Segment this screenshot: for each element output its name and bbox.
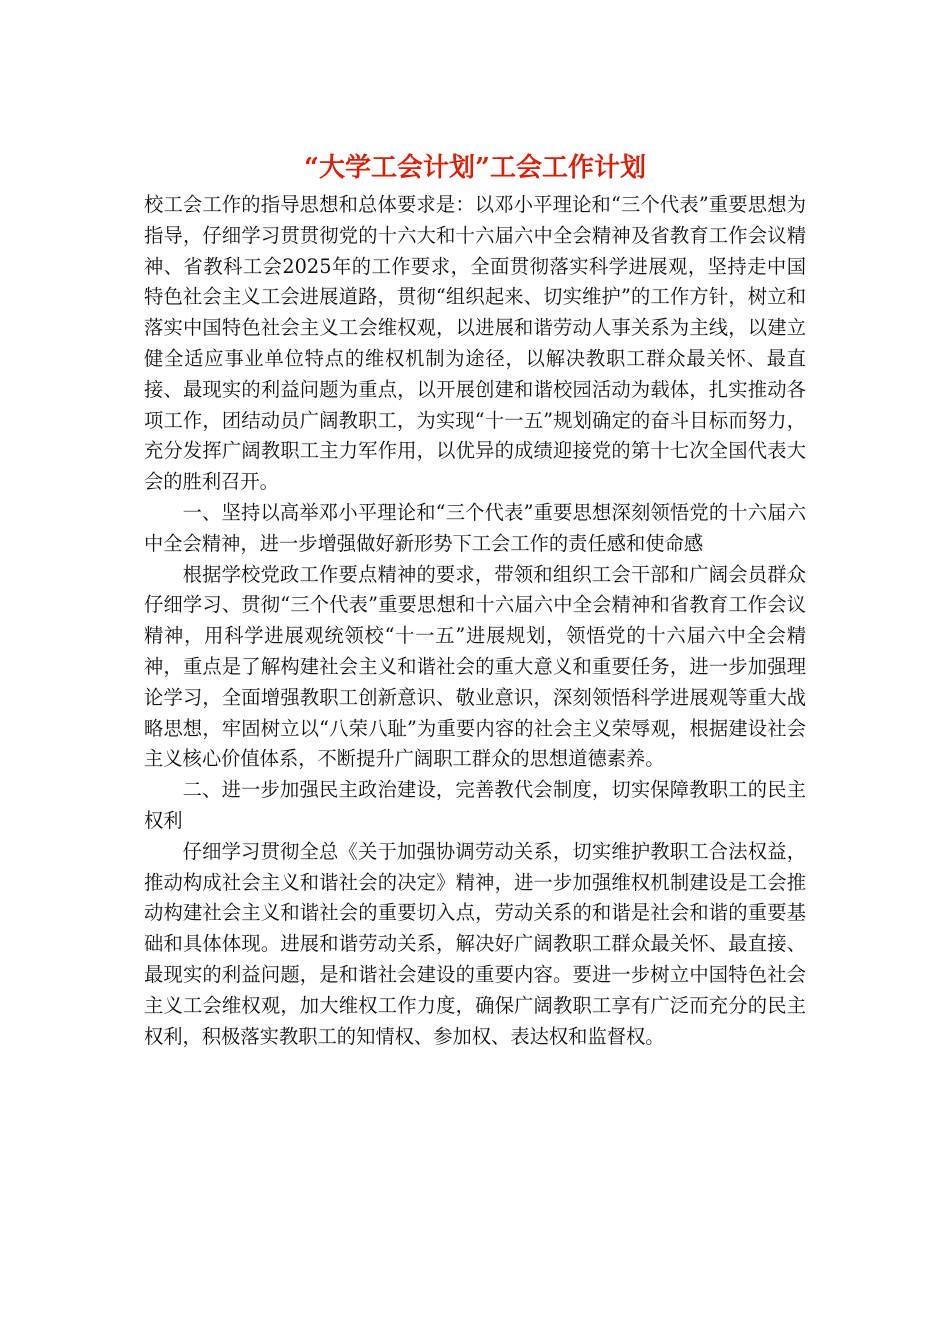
paragraph-section-2-body: 仔细学习贯彻全总《关于加强协调劳动关系，切实维护教职工合法权益，推动构成社会主义和谐社会的决定》精神，进一步加强维权机制建设是工会推动构建社会主义和谐社会的重要切入点，劳动关系的和谐是社会和谐的重要基础和具体体现。进展和谐劳动关系，解决好广阔教职工群众最关怀、最直接、最现实的利益问题，是和谐社会建设的重要内容。要进一步树立中国特色社会主义工会维权观，加大维权工作力度，确保广阔教职工享有广泛而充分的民主权利，积极落实教职工的知情权、参加权、表达权和监督权。 xyxy=(144,839,806,1048)
section-heading-1: 一、坚持以高举邓小平理论和“三个代表”重要思想深刻领悟党的十六届六中全会精神，进一步增强做好新形势下工会工作的责任感和使命感 xyxy=(144,500,806,555)
section-heading-2: 二、进一步加强民主政治建设，完善教代会制度，切实保障教职工的民主权利 xyxy=(144,778,806,832)
paragraph-section-1-body: 根据学校党政工作要点精神的要求，带领和组织工会干部和广阔会员群众仔细学习、贯彻“三个代表”重要思想和十六届六中全会精神和省教育工作会议精神，用科学进展观统领校“十一五”进展规划，领悟党的十六届六中全会精神，重点是了解构建社会主义和谐社会的重大意义和重要任务，进一步加强理论学习，全面增强教职工创新意识、敬业意识，深刻领悟科学进展观等重大战略思想，牢固树立以“八荣八耻”为重要内容的社会主义荣辱观，根据建设社会主义核心价值体系，不断提升广阔职工群众的思想道德素养。 xyxy=(144,562,806,771)
document-title: “大学工会计划”工会工作计划 xyxy=(304,153,646,183)
paragraph-guiding-principles: 校工会工作的指导思想和总体要求是：以邓小平理论和“三个代表”重要思想为指导，仔细学习贯贯彻党的十六大和十六届六中全会精神及省教育工作会议精神、省教科工会2025年的工作要求，全面贯彻落实科学进展观，坚持走中国特色社会主义工会进展道路，贯彻“组织起来、切实维护”的工作方针，树立和落实中国特色社会主义工会维权观，以进展和谐劳动人事关系为主线，以建立健全适应事业单位特点的维权机制为途径，以解决教职工群众最关怀、最直接、最现实的利益问题为重点，以开展创建和谐校园活动为载体，扎实推动各项工作，团结动员广阔教职工，为实现“十一五”规划确定的奋斗目标而努力，充分发挥广阔教职工主力军作用，以优异的成绩迎接党的第十七次全国代表大会的胜利召开。 xyxy=(144,193,806,494)
document-body xyxy=(144,146,806,1052)
